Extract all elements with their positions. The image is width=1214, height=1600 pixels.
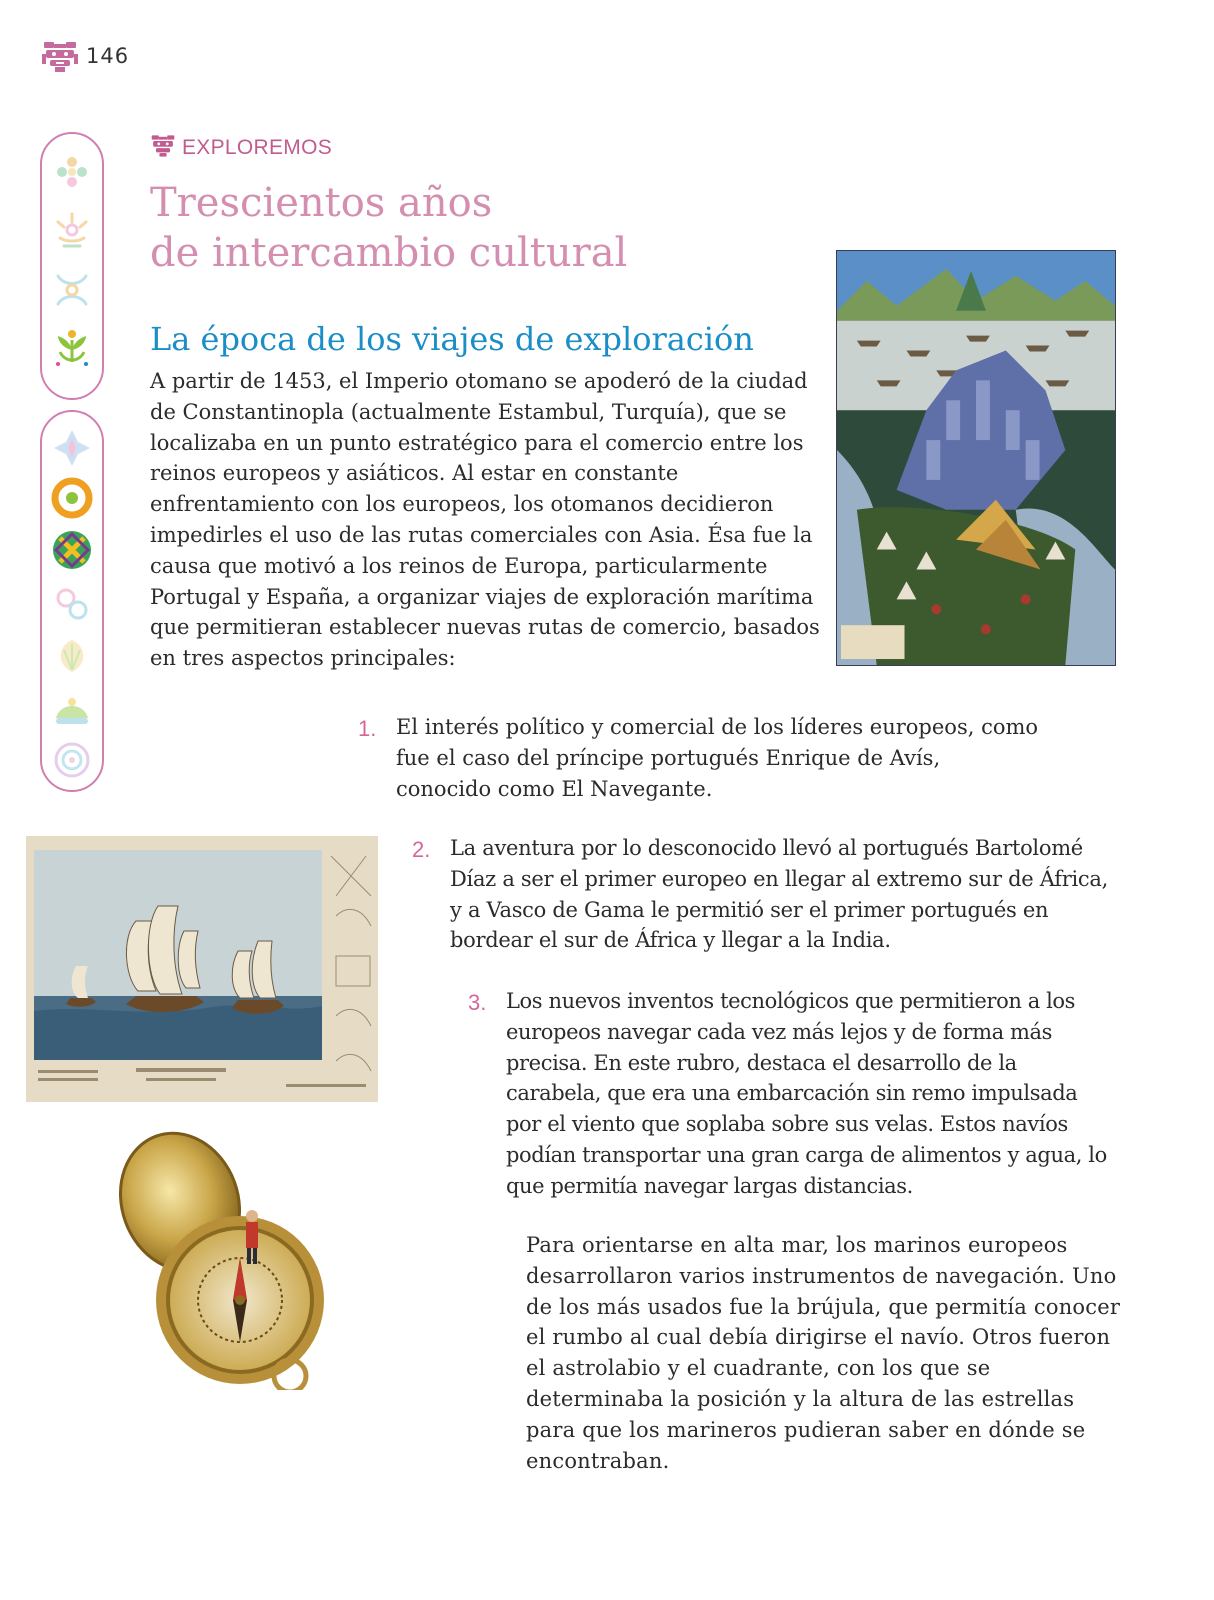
sun-figure-icon: [50, 208, 94, 252]
list-item: [358, 712, 1058, 808]
rings-icon: [50, 582, 94, 626]
shell-icon: [50, 634, 94, 678]
aztec-glyph-icon: [150, 134, 176, 158]
caravels-watercolor-illustration: [26, 836, 378, 1102]
closing-paragraph: Para orientarse en alta mar, los marinos europeos desarrollaron varios instrumentos de navegación. Uno de los más usados fue la brújula, que permitía conocer el rumbo al cual debía dirigirse el navío. Otros fueron el astrolabio y el cuadrante, con los que se determinaba la posición y la altura de las estrellas para que los marineros pudieran saber en dónde se encontraban.: [526, 1233, 1121, 1473]
side-rail-top: [40, 132, 104, 400]
page-title: [150, 178, 790, 278]
target-icon: [50, 738, 94, 782]
side-rail-bottom: [40, 410, 104, 792]
compass-rose-icon: [50, 426, 94, 470]
list-text: La aventura por lo desconocido llevó al portugués Bartolomé Díaz a ser el primer europeo en llegar al extremo sur de África, y a Vasco de Gama le permitió ser el primer portugués en bordear el sur de África y llegar a la India.: [450, 836, 1108, 953]
page-number: 146: [86, 44, 130, 68]
brass-compass-photo: [110, 1130, 330, 1390]
list-item: [468, 986, 1148, 1206]
list-number: 2.: [412, 837, 431, 862]
weave-icon: [50, 528, 94, 572]
section-heading: La época de los viajes de exploración: [150, 320, 754, 358]
siege-of-constantinople-illustration: [836, 250, 1116, 666]
mountain-icon: [50, 688, 94, 732]
section-label: EXPLOREMOS: [182, 136, 333, 159]
list-text: El interés político y comercial de los líderes europeos, como fue el caso del príncipe portugués Enrique de Avís, conocido como El Navegante.: [396, 715, 1039, 801]
person-plant-icon: [50, 326, 94, 370]
circle-icon: [50, 476, 94, 520]
title-line-1: Trescientos años: [150, 180, 493, 226]
intro-paragraph: A partir de 1453, el Imperio otomano se apoderó de la ciudad de Constantinopla (actualmente Estambul, Turquía), que se localizaba en un punto estratégico para el comercio entre los reinos europeos y asiáticos. Al estar en constante enfrentamiento con los europeos, los otomanos decidieron impedirles el uso de las rutas comerciales con Asia. Ésa fue la causa que motivó a los reinos de Europa, particularmente Portugal y España, a organizar viajes de exploración marítima que permitieran establecer nuevas rutas de comercio, basados en tres aspectos principales:: [150, 369, 820, 671]
list-number: 3.: [468, 990, 487, 1015]
list-text: Los nuevos inventos tecnológicos que permitieron a los europeos navegar cada vez más lejos y de forma más precisa. En este rubro, destaca el desarrollo de la carabela, que era una embarcación sin remo impulsada por el viento que soplaba sobre sus velas. Estos navíos podían transportar una gran carga de alimentos y agua, lo que permitía navegar largas distancias.: [506, 989, 1107, 1198]
flower-icon: [50, 150, 94, 194]
list-item: [412, 833, 1132, 963]
title-line-2: de intercambio cultural: [150, 230, 628, 276]
figures-icon: [50, 268, 94, 312]
list-number: 1.: [358, 716, 377, 741]
aztec-glyph-icon: [42, 40, 78, 74]
